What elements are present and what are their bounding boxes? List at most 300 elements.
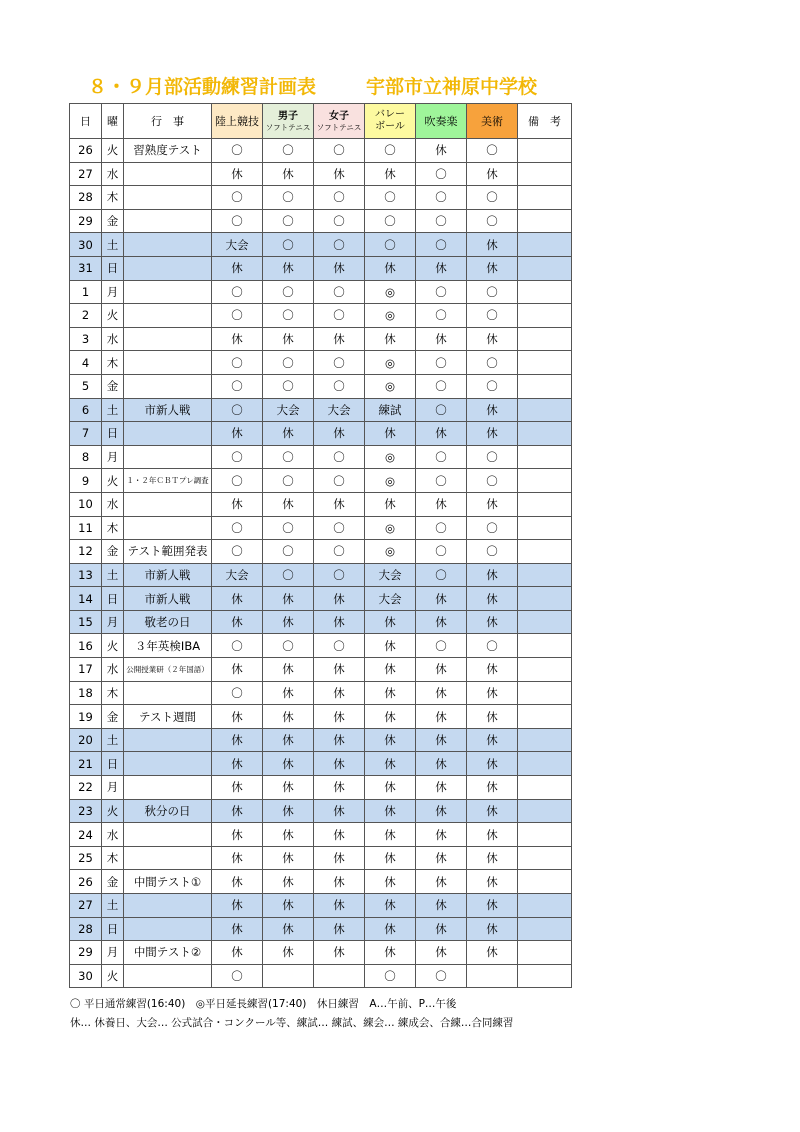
header-girls-sub: ソフトテニス bbox=[316, 122, 362, 132]
status-cell-brass-band: 〇 bbox=[416, 516, 467, 540]
notes-cell bbox=[518, 374, 572, 398]
status-cell-volleyball: 休 bbox=[365, 681, 416, 705]
day-cell: 25 bbox=[70, 846, 102, 870]
header-notes: 備 考 bbox=[518, 104, 572, 139]
notes-cell bbox=[518, 492, 572, 516]
status-cell-volleyball: 大会 bbox=[365, 563, 416, 587]
status-cell-brass-band: 休 bbox=[416, 917, 467, 941]
header-volley-sub: ボール bbox=[375, 121, 405, 132]
table-row bbox=[70, 139, 572, 163]
weekday-cell: 日 bbox=[102, 917, 124, 941]
day-cell: 19 bbox=[70, 705, 102, 729]
status-cell-boys-soft-tennis: 休 bbox=[263, 870, 314, 894]
notes-cell bbox=[518, 256, 572, 280]
status-cell-art: 休 bbox=[467, 233, 518, 257]
status-cell-volleyball: 休 bbox=[365, 492, 416, 516]
event-cell bbox=[124, 445, 212, 469]
status-cell-track-and-field: 〇 bbox=[212, 469, 263, 493]
status-cell-boys-soft-tennis: 休 bbox=[263, 917, 314, 941]
notes-cell bbox=[518, 964, 572, 988]
status-cell-brass-band: 〇 bbox=[416, 964, 467, 988]
status-cell-track-and-field: 休 bbox=[212, 256, 263, 280]
table-row bbox=[70, 776, 572, 800]
status-cell-brass-band: 休 bbox=[416, 327, 467, 351]
status-cell-track-and-field: 休 bbox=[212, 327, 263, 351]
status-cell-volleyball: 休 bbox=[365, 658, 416, 682]
status-cell-volleyball: 休 bbox=[365, 799, 416, 823]
status-cell-boys-soft-tennis: 〇 bbox=[263, 186, 314, 210]
event-cell bbox=[124, 304, 212, 328]
table-row bbox=[70, 917, 572, 941]
status-cell-volleyball: 休 bbox=[365, 256, 416, 280]
status-cell-track-and-field: 休 bbox=[212, 422, 263, 446]
day-cell: 12 bbox=[70, 540, 102, 564]
weekday-cell: 月 bbox=[102, 941, 124, 965]
weekday-cell: 日 bbox=[102, 422, 124, 446]
status-cell-track-and-field: 休 bbox=[212, 658, 263, 682]
event-cell bbox=[124, 233, 212, 257]
status-cell-boys-soft-tennis: 〇 bbox=[263, 563, 314, 587]
status-cell-girls-soft-tennis: 休 bbox=[314, 776, 365, 800]
notes-cell bbox=[518, 327, 572, 351]
day-cell: 26 bbox=[70, 139, 102, 163]
notes-cell bbox=[518, 469, 572, 493]
day-cell: 31 bbox=[70, 256, 102, 280]
status-cell-boys-soft-tennis: 〇 bbox=[263, 374, 314, 398]
event-cell bbox=[124, 728, 212, 752]
status-cell-brass-band: 休 bbox=[416, 728, 467, 752]
weekday-cell: 木 bbox=[102, 516, 124, 540]
status-cell-art: 休 bbox=[467, 563, 518, 587]
table-row bbox=[70, 610, 572, 634]
notes-cell bbox=[518, 563, 572, 587]
status-cell-girls-soft-tennis: 休 bbox=[314, 658, 365, 682]
status-cell-girls-soft-tennis: 〇 bbox=[314, 374, 365, 398]
status-cell-art: 休 bbox=[467, 681, 518, 705]
event-cell: テスト範囲発表 bbox=[124, 540, 212, 564]
table-row bbox=[70, 799, 572, 823]
status-cell-girls-soft-tennis: 休 bbox=[314, 492, 365, 516]
status-cell-brass-band: 休 bbox=[416, 422, 467, 446]
status-cell-art: 休 bbox=[467, 894, 518, 918]
event-cell: 市新人戦 bbox=[124, 398, 212, 422]
notes-cell bbox=[518, 233, 572, 257]
notes-cell bbox=[518, 445, 572, 469]
status-cell-track-and-field: 大会 bbox=[212, 563, 263, 587]
table-row bbox=[70, 233, 572, 257]
notes-cell bbox=[518, 799, 572, 823]
day-cell: 15 bbox=[70, 610, 102, 634]
status-cell-brass-band: 休 bbox=[416, 823, 467, 847]
status-cell-art: 〇 bbox=[467, 516, 518, 540]
status-cell-girls-soft-tennis: 休 bbox=[314, 422, 365, 446]
status-cell-boys-soft-tennis: 〇 bbox=[263, 209, 314, 233]
status-cell-art: 休 bbox=[467, 776, 518, 800]
weekday-cell: 月 bbox=[102, 280, 124, 304]
table-row bbox=[70, 705, 572, 729]
status-cell-track-and-field: 〇 bbox=[212, 374, 263, 398]
status-cell-boys-soft-tennis: 休 bbox=[263, 728, 314, 752]
weekday-cell: 金 bbox=[102, 209, 124, 233]
status-cell-volleyball: 大会 bbox=[365, 587, 416, 611]
status-cell-girls-soft-tennis: 休 bbox=[314, 610, 365, 634]
event-cell bbox=[124, 823, 212, 847]
notes-cell bbox=[518, 752, 572, 776]
header-brass-band: 吹奏楽 bbox=[416, 104, 467, 139]
header-boys-sub: ソフトテニス bbox=[265, 122, 311, 132]
notes-cell bbox=[518, 516, 572, 540]
status-cell-brass-band: 〇 bbox=[416, 209, 467, 233]
status-cell-girls-soft-tennis: 〇 bbox=[314, 233, 365, 257]
weekday-cell: 土 bbox=[102, 728, 124, 752]
weekday-cell: 土 bbox=[102, 398, 124, 422]
status-cell-track-and-field: 〇 bbox=[212, 540, 263, 564]
table-row bbox=[70, 469, 572, 493]
status-cell-boys-soft-tennis bbox=[263, 964, 314, 988]
table-row bbox=[70, 351, 572, 375]
status-cell-volleyball: 休 bbox=[365, 846, 416, 870]
event-cell bbox=[124, 280, 212, 304]
status-cell-girls-soft-tennis: 〇 bbox=[314, 516, 365, 540]
status-cell-girls-soft-tennis: 休 bbox=[314, 941, 365, 965]
status-cell-volleyball: 〇 bbox=[365, 186, 416, 210]
school-name: 宇部市立神原中学校 bbox=[366, 76, 538, 98]
status-cell-boys-soft-tennis: 休 bbox=[263, 610, 314, 634]
status-cell-girls-soft-tennis: 〇 bbox=[314, 280, 365, 304]
status-cell-art: 〇 bbox=[467, 186, 518, 210]
event-cell bbox=[124, 964, 212, 988]
event-cell: 公開授業研（２年国語） bbox=[124, 658, 212, 682]
status-cell-track-and-field: 休 bbox=[212, 894, 263, 918]
status-cell-art: 休 bbox=[467, 917, 518, 941]
status-cell-art: 〇 bbox=[467, 374, 518, 398]
status-cell-volleyball: 休 bbox=[365, 610, 416, 634]
header-art: 美術 bbox=[467, 104, 518, 139]
day-cell: 26 bbox=[70, 870, 102, 894]
status-cell-track-and-field: 休 bbox=[212, 917, 263, 941]
notes-cell bbox=[518, 351, 572, 375]
status-cell-girls-soft-tennis: 〇 bbox=[314, 139, 365, 163]
day-cell: 18 bbox=[70, 681, 102, 705]
day-cell: 17 bbox=[70, 658, 102, 682]
schedule-title: ８・９月部活動練習計画表 bbox=[88, 76, 317, 98]
status-cell-art: 〇 bbox=[467, 209, 518, 233]
status-cell-art: 休 bbox=[467, 941, 518, 965]
event-cell bbox=[124, 516, 212, 540]
status-cell-brass-band: 〇 bbox=[416, 351, 467, 375]
weekday-cell: 火 bbox=[102, 799, 124, 823]
weekday-cell: 金 bbox=[102, 540, 124, 564]
table-row bbox=[70, 728, 572, 752]
status-cell-art: 休 bbox=[467, 162, 518, 186]
event-cell bbox=[124, 752, 212, 776]
status-cell-art: 休 bbox=[467, 610, 518, 634]
status-cell-art: 休 bbox=[467, 870, 518, 894]
status-cell-boys-soft-tennis: 〇 bbox=[263, 516, 314, 540]
status-cell-brass-band: 〇 bbox=[416, 445, 467, 469]
status-cell-brass-band: 〇 bbox=[416, 186, 467, 210]
status-cell-track-and-field: 〇 bbox=[212, 280, 263, 304]
status-cell-art: 〇 bbox=[467, 634, 518, 658]
status-cell-art: 休 bbox=[467, 398, 518, 422]
status-cell-girls-soft-tennis: 大会 bbox=[314, 398, 365, 422]
status-cell-girls-soft-tennis: 休 bbox=[314, 728, 365, 752]
event-cell bbox=[124, 422, 212, 446]
status-cell-brass-band: 〇 bbox=[416, 162, 467, 186]
table-row bbox=[70, 516, 572, 540]
status-cell-track-and-field: 〇 bbox=[212, 445, 263, 469]
table-row bbox=[70, 752, 572, 776]
notes-cell bbox=[518, 162, 572, 186]
weekday-cell: 月 bbox=[102, 776, 124, 800]
status-cell-track-and-field: 休 bbox=[212, 610, 263, 634]
status-cell-boys-soft-tennis: 休 bbox=[263, 327, 314, 351]
status-cell-girls-soft-tennis: 休 bbox=[314, 846, 365, 870]
event-cell bbox=[124, 681, 212, 705]
status-cell-volleyball: 休 bbox=[365, 705, 416, 729]
weekday-cell: 木 bbox=[102, 846, 124, 870]
notes-cell bbox=[518, 728, 572, 752]
status-cell-boys-soft-tennis: 休 bbox=[263, 941, 314, 965]
status-cell-boys-soft-tennis: 休 bbox=[263, 422, 314, 446]
status-cell-volleyball: 休 bbox=[365, 941, 416, 965]
notes-cell bbox=[518, 209, 572, 233]
table-row bbox=[70, 658, 572, 682]
weekday-cell: 金 bbox=[102, 870, 124, 894]
weekday-cell: 土 bbox=[102, 894, 124, 918]
status-cell-track-and-field: 〇 bbox=[212, 398, 263, 422]
notes-cell bbox=[518, 610, 572, 634]
status-cell-girls-soft-tennis: 〇 bbox=[314, 304, 365, 328]
status-cell-boys-soft-tennis: 休 bbox=[263, 587, 314, 611]
day-cell: 2 bbox=[70, 304, 102, 328]
status-cell-art: 休 bbox=[467, 587, 518, 611]
status-cell-volleyball: ◎ bbox=[365, 469, 416, 493]
table-row bbox=[70, 280, 572, 304]
status-cell-track-and-field: 〇 bbox=[212, 351, 263, 375]
table-row bbox=[70, 186, 572, 210]
status-cell-brass-band: 〇 bbox=[416, 563, 467, 587]
status-cell-girls-soft-tennis: 〇 bbox=[314, 469, 365, 493]
status-cell-art: 〇 bbox=[467, 540, 518, 564]
day-cell: 10 bbox=[70, 492, 102, 516]
status-cell-volleyball: ◎ bbox=[365, 304, 416, 328]
header-event: 行 事 bbox=[124, 104, 212, 139]
weekday-cell: 日 bbox=[102, 587, 124, 611]
notes-cell bbox=[518, 894, 572, 918]
status-cell-girls-soft-tennis: 休 bbox=[314, 587, 365, 611]
day-cell: 16 bbox=[70, 634, 102, 658]
status-cell-boys-soft-tennis: 〇 bbox=[263, 634, 314, 658]
status-cell-track-and-field: 休 bbox=[212, 162, 263, 186]
weekday-cell: 金 bbox=[102, 374, 124, 398]
status-cell-girls-soft-tennis: 休 bbox=[314, 894, 365, 918]
day-cell: 3 bbox=[70, 327, 102, 351]
event-cell bbox=[124, 374, 212, 398]
status-cell-track-and-field: 休 bbox=[212, 705, 263, 729]
status-cell-brass-band: 休 bbox=[416, 492, 467, 516]
status-cell-girls-soft-tennis: 休 bbox=[314, 705, 365, 729]
header-day: 日 bbox=[70, 104, 102, 139]
status-cell-boys-soft-tennis: 〇 bbox=[263, 139, 314, 163]
status-cell-volleyball: 休 bbox=[365, 162, 416, 186]
status-cell-girls-soft-tennis: 〇 bbox=[314, 634, 365, 658]
status-cell-track-and-field: 休 bbox=[212, 846, 263, 870]
status-cell-track-and-field: 休 bbox=[212, 587, 263, 611]
status-cell-art: 休 bbox=[467, 658, 518, 682]
table-row bbox=[70, 823, 572, 847]
day-cell: 23 bbox=[70, 799, 102, 823]
status-cell-boys-soft-tennis: 〇 bbox=[263, 304, 314, 328]
table-row bbox=[70, 422, 572, 446]
status-cell-track-and-field: 大会 bbox=[212, 233, 263, 257]
table-row bbox=[70, 256, 572, 280]
status-cell-boys-soft-tennis: 休 bbox=[263, 658, 314, 682]
status-cell-art: 〇 bbox=[467, 351, 518, 375]
legend-line-2: 休… 休養日、大会… 公式試合・コンクール等、練試… 練試、練会… 練成会、合練…合同練習 bbox=[70, 1017, 514, 1029]
day-cell: 8 bbox=[70, 445, 102, 469]
notes-cell bbox=[518, 634, 572, 658]
table-row bbox=[70, 634, 572, 658]
status-cell-boys-soft-tennis: 休 bbox=[263, 823, 314, 847]
status-cell-art: 休 bbox=[467, 327, 518, 351]
event-cell bbox=[124, 256, 212, 280]
weekday-cell: 火 bbox=[102, 964, 124, 988]
status-cell-brass-band: 休 bbox=[416, 610, 467, 634]
status-cell-volleyball: 休 bbox=[365, 776, 416, 800]
weekday-cell: 月 bbox=[102, 445, 124, 469]
status-cell-girls-soft-tennis: 休 bbox=[314, 799, 365, 823]
status-cell-volleyball: 休 bbox=[365, 894, 416, 918]
notes-cell bbox=[518, 705, 572, 729]
status-cell-girls-soft-tennis: 休 bbox=[314, 162, 365, 186]
weekday-cell: 火 bbox=[102, 304, 124, 328]
weekday-cell: 木 bbox=[102, 186, 124, 210]
status-cell-girls-soft-tennis bbox=[314, 964, 365, 988]
header-volley-top: バレー bbox=[375, 109, 405, 120]
status-cell-art: 〇 bbox=[467, 280, 518, 304]
event-cell: 秋分の日 bbox=[124, 799, 212, 823]
status-cell-track-and-field: 休 bbox=[212, 941, 263, 965]
status-cell-brass-band: 〇 bbox=[416, 280, 467, 304]
status-cell-boys-soft-tennis: 大会 bbox=[263, 398, 314, 422]
status-cell-track-and-field: 〇 bbox=[212, 209, 263, 233]
status-cell-boys-soft-tennis: 休 bbox=[263, 894, 314, 918]
status-cell-art: 休 bbox=[467, 752, 518, 776]
practice-schedule-table bbox=[69, 103, 572, 988]
status-cell-volleyball: ◎ bbox=[365, 516, 416, 540]
day-cell: 27 bbox=[70, 894, 102, 918]
event-cell: テスト週間 bbox=[124, 705, 212, 729]
notes-cell bbox=[518, 398, 572, 422]
event-cell: ３年英検IBA bbox=[124, 634, 212, 658]
status-cell-volleyball: 練試 bbox=[365, 398, 416, 422]
status-cell-volleyball: 休 bbox=[365, 823, 416, 847]
status-cell-boys-soft-tennis: 休 bbox=[263, 492, 314, 516]
header-boys-soft-tennis bbox=[263, 104, 314, 139]
status-cell-brass-band: 休 bbox=[416, 681, 467, 705]
weekday-cell: 火 bbox=[102, 139, 124, 163]
event-cell bbox=[124, 209, 212, 233]
table-row bbox=[70, 964, 572, 988]
event-cell bbox=[124, 186, 212, 210]
status-cell-brass-band: 休 bbox=[416, 799, 467, 823]
status-cell-boys-soft-tennis: 休 bbox=[263, 846, 314, 870]
status-cell-brass-band: 休 bbox=[416, 752, 467, 776]
status-cell-boys-soft-tennis: 〇 bbox=[263, 233, 314, 257]
status-cell-brass-band: 休 bbox=[416, 846, 467, 870]
notes-cell bbox=[518, 917, 572, 941]
status-cell-brass-band: 休 bbox=[416, 705, 467, 729]
status-cell-volleyball: 休 bbox=[365, 917, 416, 941]
status-cell-brass-band: 休 bbox=[416, 256, 467, 280]
day-cell: 28 bbox=[70, 186, 102, 210]
notes-cell bbox=[518, 139, 572, 163]
schedule-body bbox=[70, 139, 572, 988]
weekday-cell: 月 bbox=[102, 610, 124, 634]
status-cell-volleyball: ◎ bbox=[365, 351, 416, 375]
status-cell-girls-soft-tennis: 〇 bbox=[314, 445, 365, 469]
table-row bbox=[70, 870, 572, 894]
status-cell-brass-band: 〇 bbox=[416, 304, 467, 328]
status-cell-volleyball: 〇 bbox=[365, 964, 416, 988]
status-cell-girls-soft-tennis: 休 bbox=[314, 823, 365, 847]
status-cell-volleyball: 休 bbox=[365, 634, 416, 658]
status-cell-art: 〇 bbox=[467, 304, 518, 328]
weekday-cell: 水 bbox=[102, 327, 124, 351]
status-cell-brass-band: 休 bbox=[416, 894, 467, 918]
status-cell-art: 〇 bbox=[467, 469, 518, 493]
table-row bbox=[70, 398, 572, 422]
header-boys-top: 男子 bbox=[278, 110, 298, 122]
status-cell-boys-soft-tennis: 休 bbox=[263, 705, 314, 729]
table-row bbox=[70, 492, 572, 516]
table-row bbox=[70, 941, 572, 965]
status-cell-girls-soft-tennis: 〇 bbox=[314, 186, 365, 210]
status-cell-boys-soft-tennis: 〇 bbox=[263, 445, 314, 469]
weekday-cell: 火 bbox=[102, 634, 124, 658]
notes-cell bbox=[518, 941, 572, 965]
status-cell-girls-soft-tennis: 〇 bbox=[314, 563, 365, 587]
status-cell-girls-soft-tennis: 休 bbox=[314, 681, 365, 705]
event-cell: 習熟度テスト bbox=[124, 139, 212, 163]
status-cell-boys-soft-tennis: 休 bbox=[263, 752, 314, 776]
header-track-and-field: 陸上競技 bbox=[212, 104, 263, 139]
weekday-cell: 火 bbox=[102, 469, 124, 493]
event-cell bbox=[124, 351, 212, 375]
event-cell: 敬老の日 bbox=[124, 610, 212, 634]
status-cell-volleyball: 休 bbox=[365, 870, 416, 894]
table-row bbox=[70, 540, 572, 564]
status-cell-girls-soft-tennis: 〇 bbox=[314, 209, 365, 233]
status-cell-track-and-field: 休 bbox=[212, 752, 263, 776]
status-cell-track-and-field: 〇 bbox=[212, 516, 263, 540]
status-cell-volleyball: 〇 bbox=[365, 209, 416, 233]
header-row bbox=[70, 104, 572, 139]
notes-cell bbox=[518, 776, 572, 800]
status-cell-track-and-field: 休 bbox=[212, 870, 263, 894]
status-cell-track-and-field: 休 bbox=[212, 799, 263, 823]
status-cell-boys-soft-tennis: 休 bbox=[263, 776, 314, 800]
weekday-cell: 日 bbox=[102, 752, 124, 776]
status-cell-girls-soft-tennis: 〇 bbox=[314, 351, 365, 375]
status-cell-brass-band: 〇 bbox=[416, 540, 467, 564]
status-cell-volleyball: 休 bbox=[365, 422, 416, 446]
day-cell: 11 bbox=[70, 516, 102, 540]
page-title bbox=[88, 72, 558, 100]
status-cell-boys-soft-tennis: 休 bbox=[263, 681, 314, 705]
table-row bbox=[70, 563, 572, 587]
